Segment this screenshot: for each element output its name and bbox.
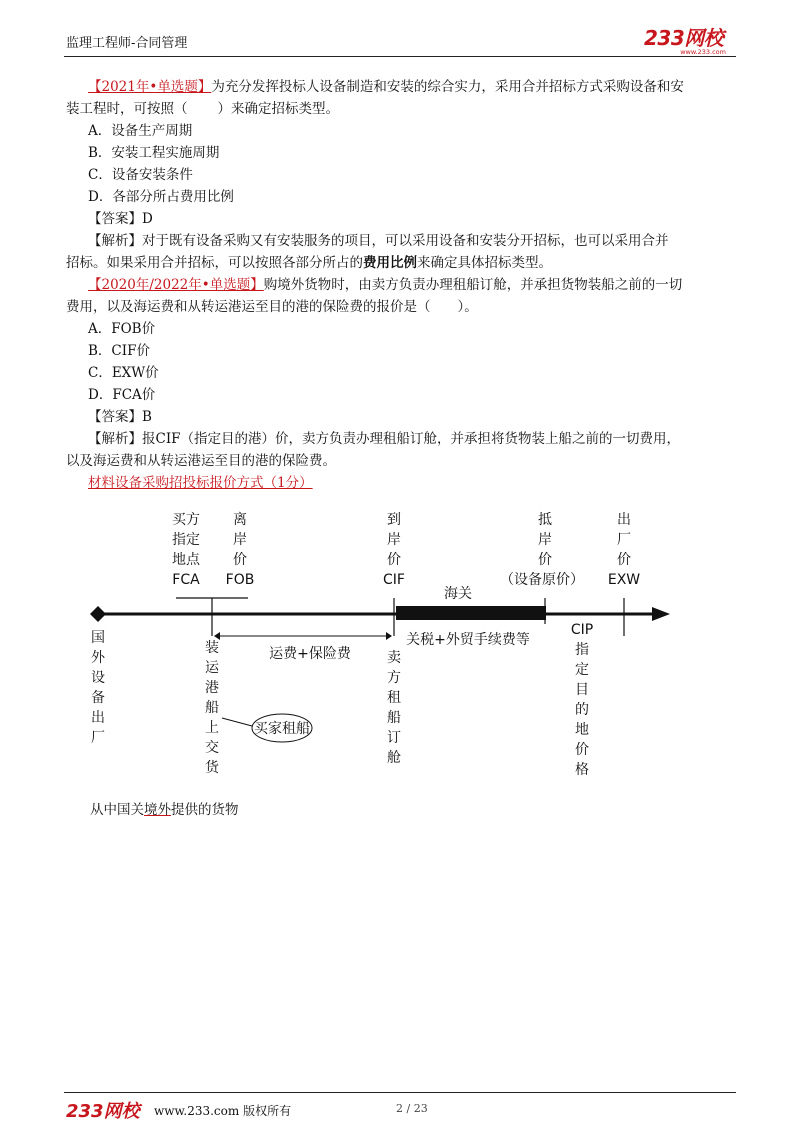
document-body	[66, 76, 738, 494]
diagram-title-line	[66, 472, 738, 494]
note-post: 提供的货物	[171, 802, 239, 818]
q2-analysis-label: 【解析】	[88, 431, 142, 447]
fca-label-3: FCA	[172, 572, 200, 588]
fca-label-2: 地点	[172, 552, 200, 568]
cip-desc-4: 地	[575, 722, 589, 738]
q1-stem-2a: 装工程时，可按照（	[66, 101, 188, 117]
cif-label-0: 到	[387, 512, 401, 528]
freight-arrow-left	[214, 632, 220, 640]
q1-tag: 【2021年•单选题】	[88, 79, 212, 95]
origin-label-3: 备	[91, 690, 105, 706]
buyer-ship-pointer	[222, 718, 252, 726]
q1-answer: 【答案】D	[88, 211, 153, 227]
q2-option-c: C．EXW价	[88, 365, 159, 381]
exw-label-1: 厂	[617, 532, 631, 548]
q2-tag: 【2020年/2022年•单选题】	[88, 277, 264, 293]
q2-analysis-1: 报CIF（指定目的港）价，卖方负责办理租船订舱，并承担将货物装上船之前的一切费用，	[142, 431, 681, 447]
tariff-label: 关税+外贸手续费等	[406, 632, 530, 648]
cip-desc-2: 目	[575, 682, 589, 698]
price-terms-diagram	[64, 506, 704, 796]
seller-label-3: 船	[387, 710, 401, 726]
page-header	[64, 22, 736, 57]
origin-label-4: 出	[91, 710, 105, 726]
q1-option-b: B．安装工程实施周期	[88, 145, 220, 161]
q1-stem-line-2	[66, 98, 738, 120]
q2-option-d: D．FCA价	[88, 387, 156, 403]
customs-bar	[396, 606, 546, 620]
logo-text: 233网校	[644, 26, 724, 50]
seller-label-1: 方	[387, 670, 401, 686]
origin-label-0: 国	[91, 630, 105, 646]
origin-label-1: 外	[91, 650, 105, 666]
port-label-4: 上	[205, 720, 219, 736]
origin-label-5: 厂	[91, 730, 105, 746]
note-line	[90, 798, 239, 818]
timeline-start-diamond	[90, 606, 106, 622]
q2-analysis-line-1	[66, 428, 738, 450]
origin-label-2: 设	[91, 670, 105, 686]
q1-analysis-1: 对于既有设备采购又有安装服务的项目，可以采用设备和安装分开招标，也可以采用合并	[142, 233, 669, 249]
logo-url: www.233.com	[680, 48, 726, 56]
page-footer	[64, 1092, 736, 1123]
q2-analysis-line-2: 以及海运费和从转运港运至目的港的保险费。	[66, 453, 336, 469]
customs-label: 海关	[444, 586, 472, 602]
seller-label-5: 舱	[387, 750, 401, 766]
footer-copyright: www.233.com 版权所有	[154, 1104, 292, 1118]
port-label-1: 运	[205, 660, 219, 676]
fca-label-0: 买方	[172, 512, 200, 528]
buyer-ship-label: 买家租船	[254, 721, 310, 737]
brand-logo	[644, 22, 732, 56]
cif-label-2: 价	[387, 552, 401, 568]
q1-stem-2b: ）来确定招标类型。	[217, 101, 339, 117]
port-label-5: 交	[205, 740, 219, 756]
q2-option-a: A．FOB价	[88, 321, 156, 337]
port-label-6: 货	[205, 760, 219, 776]
timeline-arrowhead	[652, 607, 670, 621]
cip-desc-3: 的	[575, 702, 589, 718]
q1-analysis-emphasis: 费用比例	[363, 255, 417, 271]
cip-desc-5: 价	[575, 742, 589, 758]
footer-logo: 233网校	[66, 1101, 140, 1122]
cip-desc-1: 定	[575, 662, 589, 678]
cip-desc-6: 格	[575, 762, 589, 778]
page-number: 2 / 23	[396, 1102, 428, 1115]
seller-label-2: 租	[387, 690, 401, 706]
seller-label-4: 订	[387, 730, 401, 746]
fob-label-2: 价	[233, 552, 247, 568]
port-label-0: 装	[205, 640, 219, 656]
exw-label-0: 出	[617, 512, 631, 528]
fca-label-1: 指定	[172, 532, 200, 548]
exw-label-2: 价	[617, 552, 631, 568]
cif-label-1: 岸	[387, 532, 401, 548]
header-title: 监理工程师-合同管理	[66, 36, 188, 51]
port-label-2: 港	[205, 680, 219, 696]
dap-label-0: 抵	[538, 512, 552, 528]
q2-stem-1: 购境外货物时，由卖方负责办理租船订舱，并承担货物装船之前的一切	[263, 277, 683, 293]
dap-label-2: 价	[538, 552, 552, 568]
cip-label: CIP	[570, 622, 594, 638]
fob-label-3: FOB	[225, 572, 255, 588]
dap-label-1: 岸	[538, 532, 552, 548]
note-pre: 从中国关	[90, 802, 144, 818]
q1-stem-1: 为充分发挥投标人设备制造和安装的综合实力，采用合并招标方式采购设备和安	[211, 79, 684, 95]
q2-stem-line-1	[66, 274, 738, 296]
q2-option-b: B．CIF价	[88, 343, 150, 359]
port-label-3: 船	[205, 700, 219, 716]
q1-analysis-line-2	[66, 252, 738, 274]
exw-label-3: EXW	[607, 572, 641, 588]
note-underlined: 境外	[144, 802, 171, 818]
fob-label-1: 岸	[233, 532, 247, 548]
seller-label-0: 卖	[387, 650, 401, 666]
q1-analysis-label: 【解析】	[88, 233, 142, 249]
cif-label-3: CIF	[383, 572, 405, 588]
cip-desc-0: 指	[575, 642, 589, 658]
fob-label-0: 离	[233, 512, 247, 528]
q1-analysis-line-1	[66, 230, 738, 252]
dap-note: （设备原价）	[500, 572, 584, 588]
q1-analysis-2a: 招标。如果采用合并招标，可以按照各部分所占的	[66, 255, 363, 271]
q1-option-d: D．各部分所占费用比例	[88, 189, 234, 205]
q2-answer: 【答案】B	[88, 409, 152, 425]
q1-option-c: C．设备安装条件	[88, 167, 193, 183]
q1-option-a: A．设备生产周期	[88, 123, 193, 139]
q1-stem-line-1	[66, 76, 738, 98]
diagram-title: 材料设备采购招投标报价方式（1分）	[88, 475, 313, 491]
q1-analysis-2c: 来确定具体招标类型。	[417, 255, 552, 271]
q2-stem-line-2: 费用，以及海运费和从转运港运至目的港的保险费的报价是（ ）。	[66, 299, 478, 315]
freight-label: 运费+保险费	[269, 646, 351, 662]
freight-arrow-right	[386, 632, 392, 640]
